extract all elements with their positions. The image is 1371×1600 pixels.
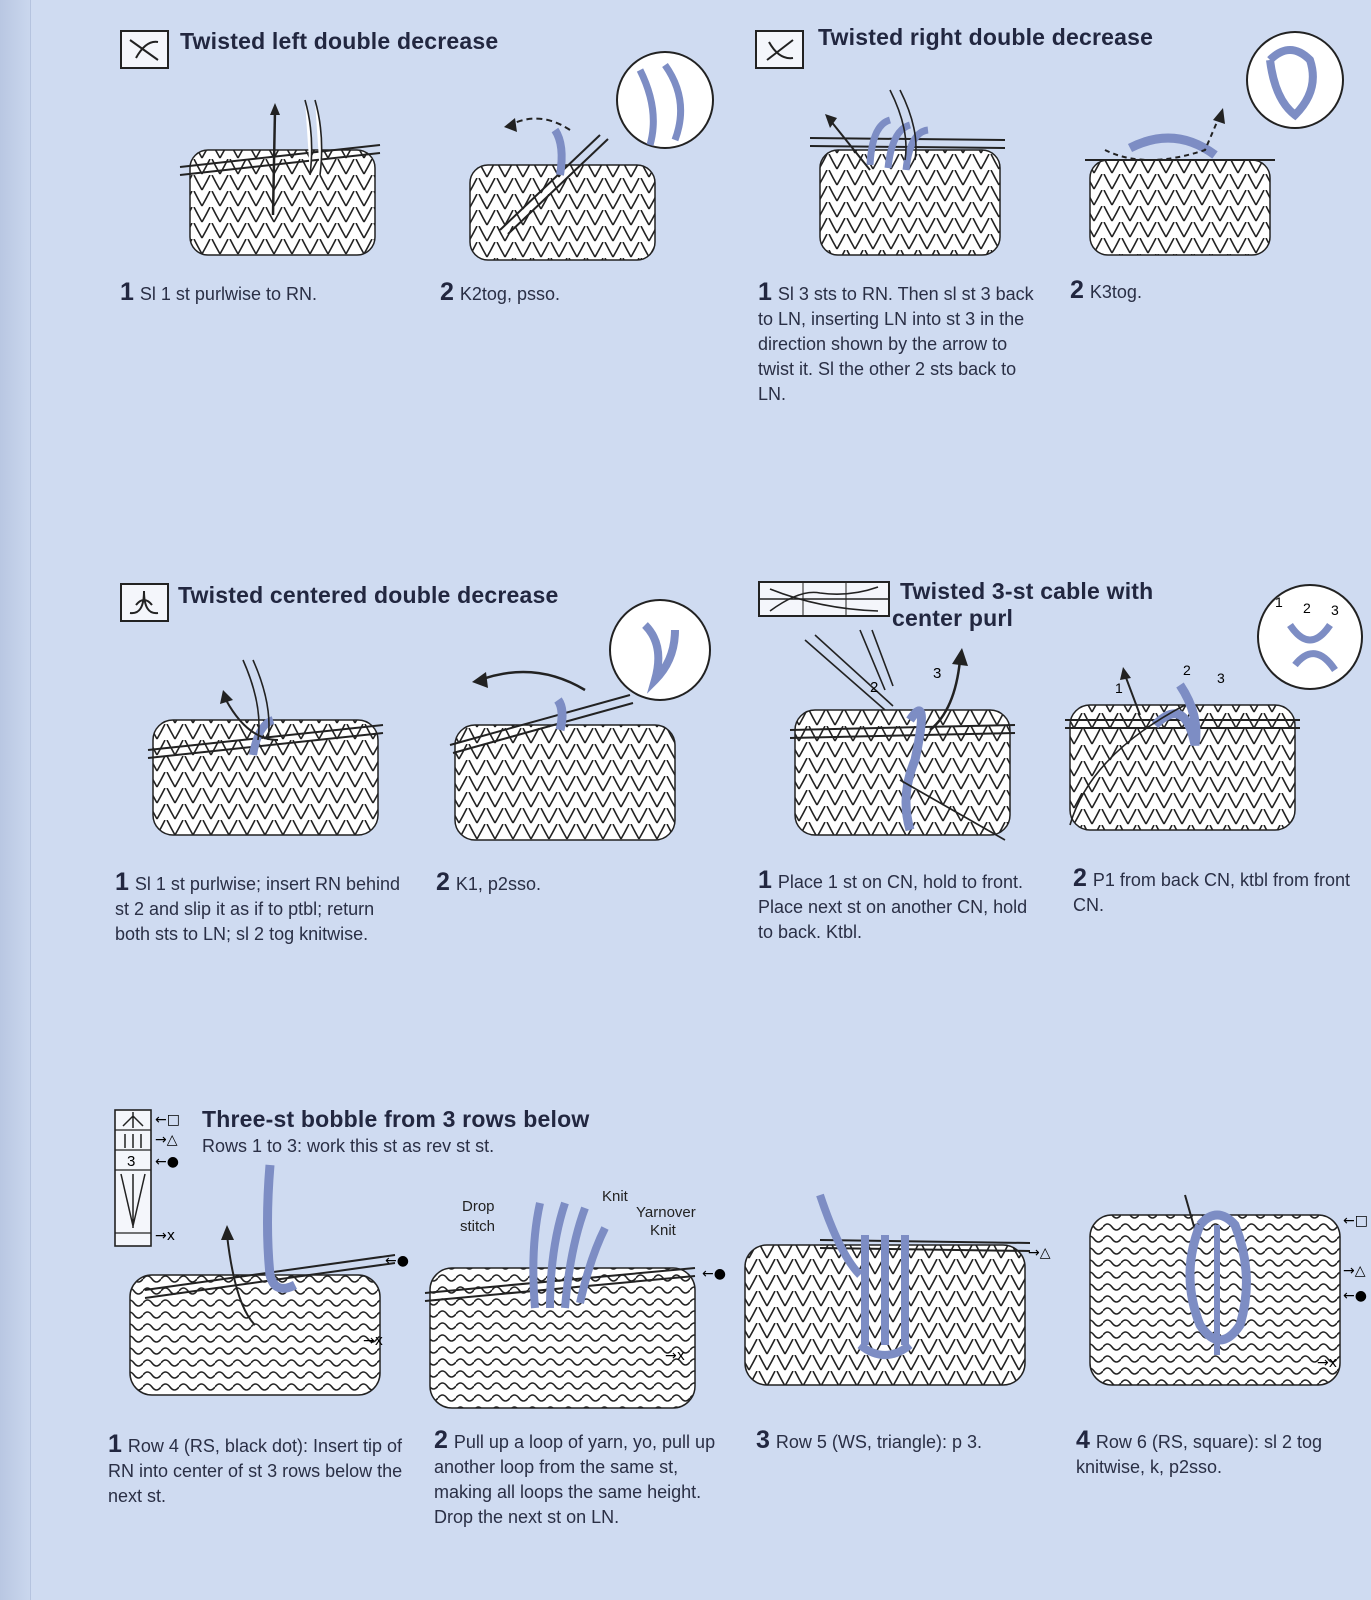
left-decrease-step-2: 2 K2tog, psso.: [440, 278, 560, 306]
bobble-1-dot-mark: ←●: [385, 1253, 409, 1269]
bobble-step-4: 4 Row 6 (RS, square): sl 2 tog knitwise, k, p2sso.: [1076, 1426, 1322, 1477]
bobble-step-2: 2 Pull up a loop of yarn, yo, pull up another loop from the same st, making all loops the same height. Drop the next st on LN.: [434, 1426, 716, 1527]
bobble-label-yarnover: Yarnover: [636, 1204, 696, 1221]
left-decrease-illustration-2: [460, 50, 715, 265]
cable-step-2: 2 P1 from back CN, ktbl from front CN.: [1073, 864, 1350, 915]
centered-decrease-step-1: 1 Sl 1 st purlwise; insert RN behind st 2 and slip it as if to ptbl; return both sts to LN; sl 2 tog knitwise.: [115, 868, 401, 944]
bobble-chart-row-num: 3: [127, 1153, 136, 1170]
cable-zoom-label-2: 2: [1303, 600, 1311, 616]
cable-label-2b: 2: [1183, 662, 1191, 678]
bobble-label-knit-2: Knit: [650, 1222, 676, 1239]
section-title-cable-line1: Twisted 3-st cable with: [900, 578, 1154, 604]
cable-label-1b: 1: [1115, 680, 1123, 696]
bobble-4-x-mark: →x: [1317, 1355, 1338, 1371]
bobble-label-drop: Drop: [462, 1198, 495, 1215]
bobble-2-x-mark: →x: [665, 1348, 686, 1364]
right-decrease-symbol-icon: [755, 30, 804, 69]
bobble-4-triangle-mark: →△: [1343, 1263, 1366, 1279]
right-decrease-illustration-2: [1085, 30, 1360, 260]
bobble-illustration-1: [125, 1165, 409, 1405]
cable-label-2: 2: [870, 679, 879, 696]
centered-decrease-illustration-2: [450, 600, 725, 845]
bobble-3-triangle-mark: →△: [1028, 1245, 1051, 1261]
bobble-chart-triangle-mark: →△: [155, 1132, 178, 1148]
cable-illustration-2: [1065, 585, 1365, 840]
cable-label-3b: 3: [1217, 670, 1225, 686]
right-decrease-illustration-1: [810, 90, 1010, 265]
left-decrease-step-1: 1 Sl 1 st purlwise to RN.: [120, 278, 317, 306]
section-title-bobble: Three-st bobble from 3 rows below: [202, 1106, 590, 1132]
left-decrease-illustration-1: [175, 95, 390, 265]
cable-illustration-1: [790, 630, 1020, 845]
centered-decrease-step-2: 2 K1, p2sso.: [436, 868, 541, 896]
cable-zoom-label-1: 1: [1275, 594, 1283, 610]
section-title-cable-line2: center purl: [892, 605, 1014, 631]
bobble-step-3: 3 Row 5 (WS, triangle): p 3.: [756, 1426, 982, 1454]
bobble-step-1: 1 Row 4 (RS, black dot): Insert tip of RN into center of st 3 rows below the next st.: [108, 1430, 403, 1506]
cable-zoom-label-3: 3: [1331, 602, 1339, 618]
cable-symbol-icon: [758, 581, 890, 617]
bobble-label-stitch: stitch: [460, 1218, 496, 1235]
section-title-right-decrease: Twisted right double decrease: [818, 24, 1154, 50]
bobble-2-dot-mark: ←●: [702, 1266, 726, 1282]
right-decrease-step-2: 2 K3tog.: [1070, 276, 1142, 304]
cable-label-3: 3: [933, 665, 942, 682]
right-decrease-step-1: 1 Sl 3 sts to RN. Then sl st 3 back to LN, inserting LN into st 3 in the direction shown by the arrow to twist it. Sl the other 2 sts back to LN.: [758, 278, 1034, 404]
bobble-chart-square-mark: ←□: [155, 1112, 180, 1128]
left-decrease-symbol-icon: [120, 30, 169, 69]
cable-step-1: 1 Place 1 st on CN, hold to front. Place next st on another CN, hold to back. Ktbl.: [758, 866, 1028, 942]
bobble-chart-x-mark: →x: [155, 1228, 176, 1244]
bobble-4-square-mark: ←□: [1343, 1213, 1368, 1229]
bobble-chart-dot-mark: ←●: [155, 1154, 179, 1170]
bobble-subtitle: Rows 1 to 3: work this st as rev st st.: [202, 1136, 495, 1156]
centered-decrease-illustration-1: [148, 660, 388, 845]
page-gutter: [0, 0, 31, 1600]
section-title-centered-decrease: Twisted centered double decrease: [178, 582, 559, 608]
bobble-1-x-mark: →x: [363, 1333, 384, 1349]
bobble-label-knit-1: Knit: [602, 1188, 628, 1205]
section-title-left-decrease: Twisted left double decrease: [180, 28, 499, 54]
centered-decrease-symbol-icon: [120, 583, 169, 622]
bobble-illustration-4: [1085, 1185, 1368, 1395]
bobble-4-dot-mark: ←●: [1343, 1288, 1367, 1304]
bobble-illustration-3: [740, 1195, 1070, 1395]
